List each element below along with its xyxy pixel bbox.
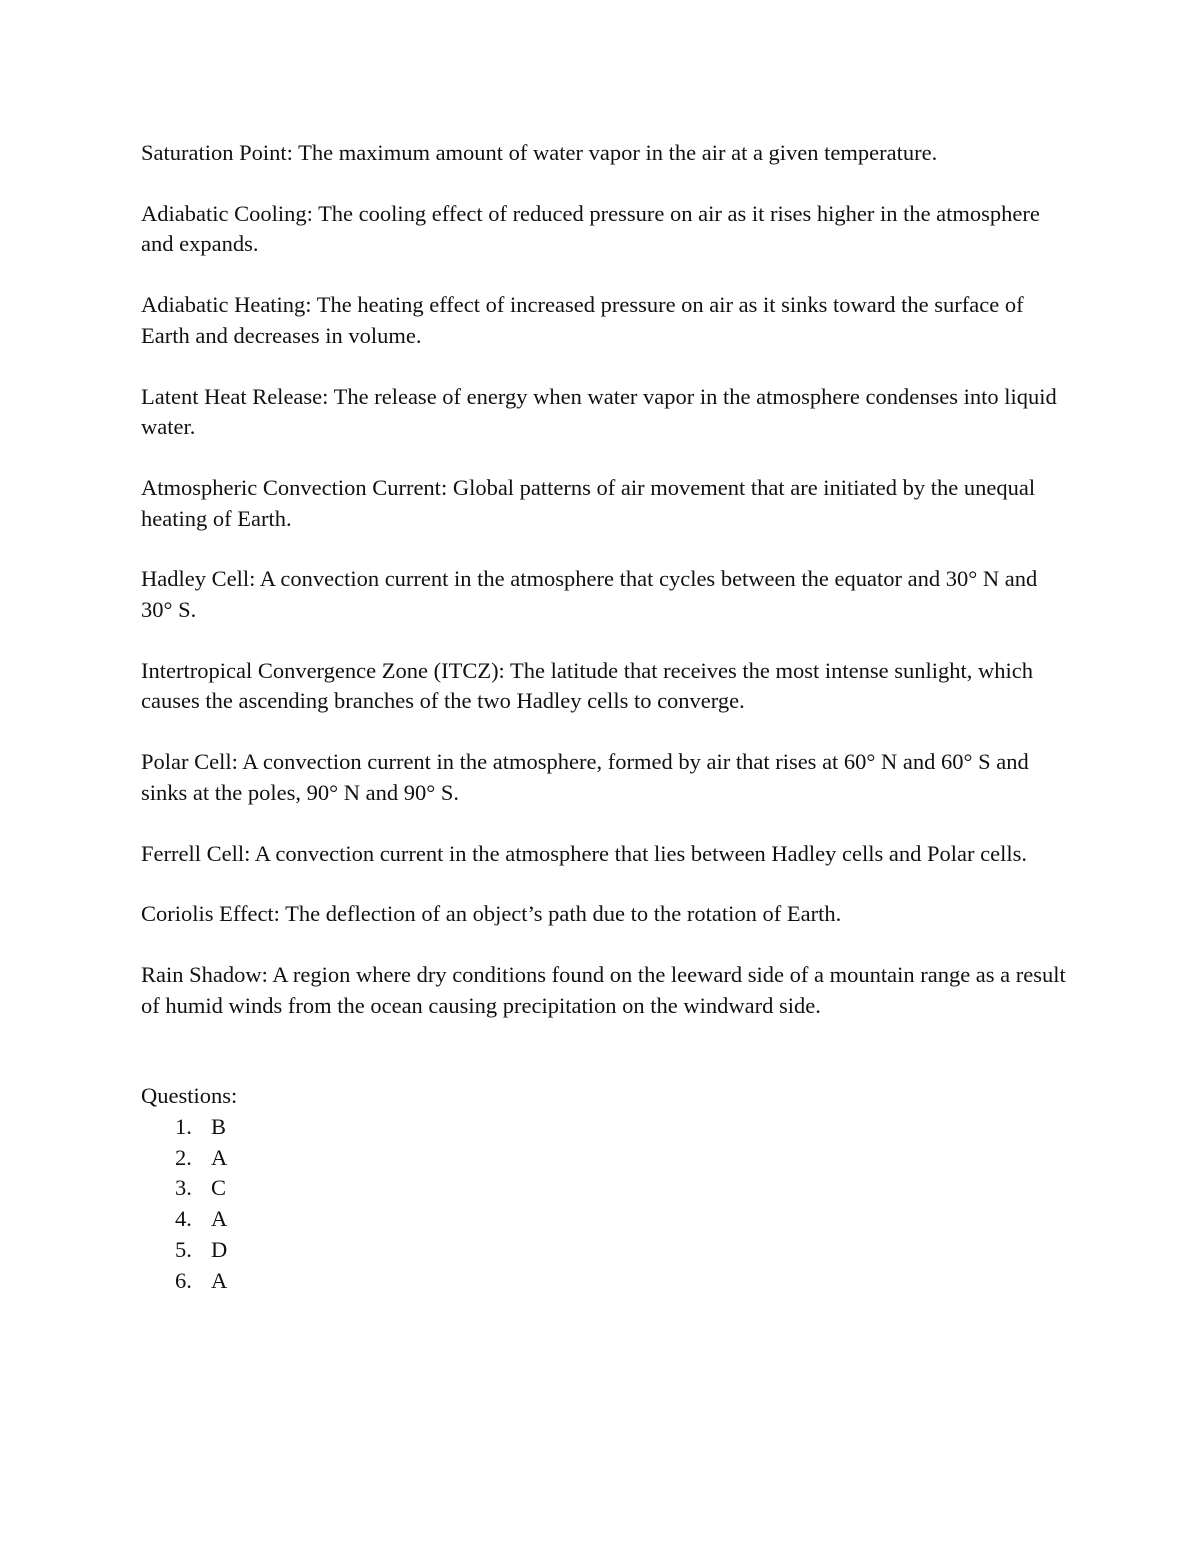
answer-value: A bbox=[211, 1267, 228, 1293]
definition-polar-cell: Polar Cell: A convection current in the atmosphere, formed by air that rises at 60° N and 60° S and sinks at the poles, 90° N and 90° S. bbox=[141, 749, 1029, 805]
answer-item bbox=[141, 1235, 1071, 1266]
definition-atmospheric-convection-current: Atmospheric Convection Current: Global patterns of air movement that are initiated by the unequal heating of Earth. bbox=[141, 474, 1036, 531]
definition-saturation-point: Saturation Point: The maximum amount of water vapor in the air at a given temperature. bbox=[141, 140, 938, 165]
answer-item bbox=[141, 1266, 1071, 1297]
answer-item bbox=[141, 1173, 1071, 1204]
definition-itcz: Intertropical Convergence Zone (ITCZ): The latitude that receives the most intense sunlight, which causes the ascending branches of the two Hadley cells to converge. bbox=[141, 657, 1034, 714]
answer-item bbox=[141, 1143, 1071, 1174]
definition-latent-heat-release: Latent Heat Release: The release of energy when water vapor in the atmosphere condenses into liquid water. bbox=[141, 383, 1057, 440]
document-content bbox=[141, 138, 1071, 1296]
answer-item bbox=[141, 1204, 1071, 1235]
answer-number: 1. bbox=[175, 1114, 192, 1140]
answer-value: A bbox=[211, 1144, 228, 1170]
questions-heading: Questions: bbox=[141, 1083, 238, 1109]
definition-adiabatic-heating: Adiabatic Heating: The heating effect of increased pressure on air as it sinks toward the surface of Earth and decreases in volume. bbox=[141, 292, 1024, 348]
answer-number: 4. bbox=[175, 1206, 192, 1232]
answer-number: 6. bbox=[175, 1267, 192, 1293]
definition-adiabatic-cooling: Adiabatic Cooling: The cooling effect of reduced pressure on air as it rises higher in the atmosphere and expands. bbox=[141, 200, 1040, 257]
answer-list bbox=[141, 1112, 1071, 1296]
answer-number: 3. bbox=[175, 1175, 192, 1201]
answer-number: 5. bbox=[175, 1236, 192, 1262]
answer-value: A bbox=[211, 1206, 228, 1232]
answer-value: C bbox=[211, 1175, 227, 1201]
answer-value: D bbox=[211, 1236, 228, 1262]
definition-ferrell-cell: Ferrell Cell: A convection current in the atmosphere that lies between Hadley cells and Polar cells. bbox=[141, 840, 1027, 866]
definition-coriolis-effect: Coriolis Effect: The deflection of an object’s path due to the rotation of Earth. bbox=[141, 901, 842, 927]
definition-hadley-cell: Hadley Cell: A convection current in the atmosphere that cycles between the equator and 30° N and 30° S. bbox=[141, 566, 1038, 623]
answer-value: B bbox=[211, 1114, 227, 1140]
answer-item bbox=[141, 1112, 1071, 1143]
definition-rain-shadow: Rain Shadow: A region where dry conditions found on the leeward side of a mountain range as a result of humid winds from the ocean causing precipitation on the windward side. bbox=[141, 961, 1066, 1018]
answer-number: 2. bbox=[175, 1144, 192, 1170]
